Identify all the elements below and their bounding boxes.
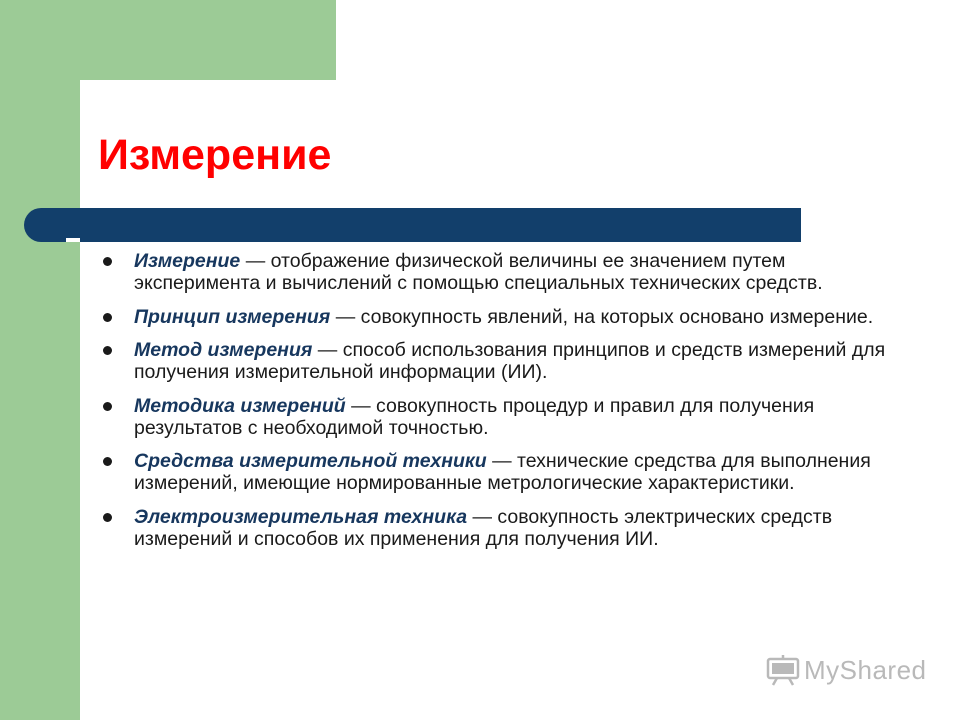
dash-separator: — [486, 450, 518, 472]
list-item [100, 450, 890, 494]
term-label: Измерение [134, 250, 241, 272]
bullet-icon [103, 313, 112, 322]
definition-text: отображение физической величины ее значением путем эксперимента и вычислений с помощью специальных технических средств. [134, 250, 823, 294]
green-side-band [0, 0, 80, 720]
title-divider-bar [24, 208, 801, 242]
bullet-icon [103, 346, 112, 355]
green-top-band [80, 0, 336, 80]
bullet-icon [103, 257, 112, 266]
bullet-icon [103, 402, 112, 411]
list-item [100, 395, 890, 439]
watermark [766, 654, 927, 686]
list-item [100, 306, 890, 328]
definition-text: совокупность электрических средств измерений и способов их применения для получения ИИ. [134, 505, 833, 550]
divider-notch [66, 238, 80, 242]
presentation-board-icon [766, 654, 800, 686]
definition-text: совокупность явлений, на которых основано измерение. [360, 305, 874, 328]
dash-separator: — [330, 305, 361, 328]
dash-separator: — [467, 505, 498, 528]
term-label: Принцип измерения [134, 305, 331, 328]
dash-separator: — [345, 394, 377, 417]
term-label: Электроизмерительная техника [134, 505, 468, 528]
list-item [100, 250, 890, 294]
bullet-icon [103, 513, 112, 522]
term-label: Методика измерений [134, 394, 346, 417]
list-item [100, 339, 890, 383]
definition-list [100, 250, 890, 561]
dash-separator: — [312, 339, 343, 361]
bullet-icon [103, 457, 112, 466]
dash-separator: — [240, 250, 271, 272]
watermark-text: MyShared [804, 654, 927, 685]
slide-title: Измерение [98, 131, 332, 179]
list-item [100, 506, 890, 550]
definition-text: технические средства для выполнения измерений, имеющие нормированные метрологические характеристики. [134, 450, 871, 494]
definition-text: способ использования принципов и средств измерений для получения измерительной информации (ИИ). [134, 339, 886, 383]
definition-text: совокупность процедур и правил для получения результатов с необходимой точностью. [134, 394, 815, 439]
term-label: Средства измерительной техники [134, 450, 487, 472]
term-label: Метод измерения [134, 339, 313, 361]
